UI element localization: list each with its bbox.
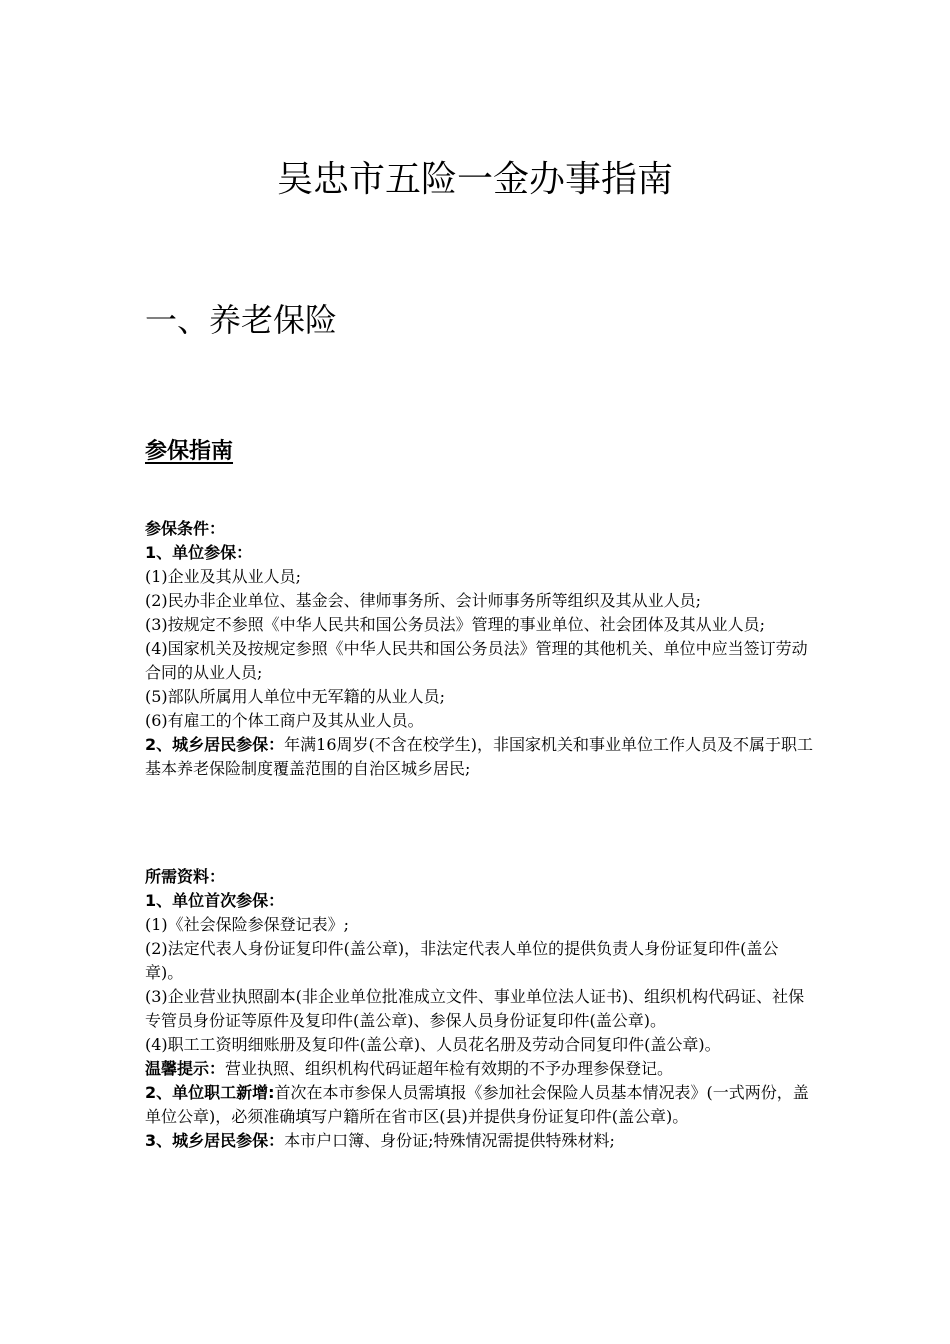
tip-text: 营业执照、组织机构代码证超年检有效期的不予办理参保登记。 xyxy=(225,1059,674,1078)
materials-block xyxy=(145,865,815,1153)
new-staff-text: 首次在本市参保人员需填报《参加社会保险人员基本情况表》(一式两份，盖单位公章)，必须准确填写户籍所在省市区(县)并提供身份证复印件(盖公章)。 xyxy=(145,1083,809,1126)
subsection-title-guide: 参保指南 xyxy=(145,439,234,464)
section-title-pension: 一、养老保险 xyxy=(145,301,338,339)
unit-enrollment-heading: 1、单位参保： xyxy=(145,543,253,562)
resident-materials-paragraph xyxy=(145,1129,815,1153)
resident-enrollment-label: 2、城乡居民参保： xyxy=(145,735,285,754)
resident-enrollment-paragraph xyxy=(145,733,815,781)
material-item: (3)企业营业执照副本(非企业单位批准成立文件、事业单位法人证书)、组织机构代码证、社保专管员身份证等原件及复印件(盖公章)、参保人员身份证复印件(盖公章)。 xyxy=(145,987,805,1030)
condition-item: (5)部队所属用人单位中无军籍的从业人员; xyxy=(145,687,446,706)
tip-paragraph xyxy=(145,1057,815,1081)
material-item: (1)《社会保险参保登记表》; xyxy=(145,915,350,934)
conditions-block xyxy=(145,517,815,781)
first-enrollment-heading: 1、单位首次参保： xyxy=(145,891,285,910)
resident-materials-text: 本市户口簿、身份证;特殊情况需提供特殊材料; xyxy=(284,1131,615,1150)
resident-materials-label: 3、城乡居民参保： xyxy=(145,1131,285,1150)
new-staff-label: 2、单位职工新增: xyxy=(145,1083,275,1102)
document-title: 吴忠市五险一金办事指南 xyxy=(276,159,673,200)
new-staff-paragraph xyxy=(145,1081,815,1129)
material-item: (2)法定代表人身份证复印件(盖公章)，非法定代表人单位的提供负责人身份证复印件(盖公章)。 xyxy=(145,939,779,982)
conditions-heading: 参保条件： xyxy=(145,519,226,538)
material-item: (4)职工工资明细账册及复印件(盖公章)、人员花名册及劳动合同复印件(盖公章)。 xyxy=(145,1035,721,1054)
condition-item: (3)按规定不参照《中华人民共和国公务员法》管理的事业单位、社会团体及其从业人员; xyxy=(145,615,766,634)
resident-enrollment-text: 年满16周岁(不含在校学生)，非国家机关和事业单位工作人员及不属于职工基本养老保险制度覆盖范围的自治区城乡居民; xyxy=(145,735,813,778)
condition-item: (6)有雇工的个体工商户及其从业人员。 xyxy=(145,711,424,730)
condition-item: (1)企业及其从业人员; xyxy=(145,567,302,586)
materials-heading: 所需资料： xyxy=(145,867,226,886)
condition-item: (4)国家机关及按规定参照《中华人民共和国公务员法》管理的其他机关、单位中应当签订劳动合同的从业人员; xyxy=(145,639,808,682)
condition-item: (2)民办非企业单位、基金会、律师事务所、会计师事务所等组织及其从业人员; xyxy=(145,591,702,610)
tip-label: 温馨提示： xyxy=(145,1059,226,1078)
